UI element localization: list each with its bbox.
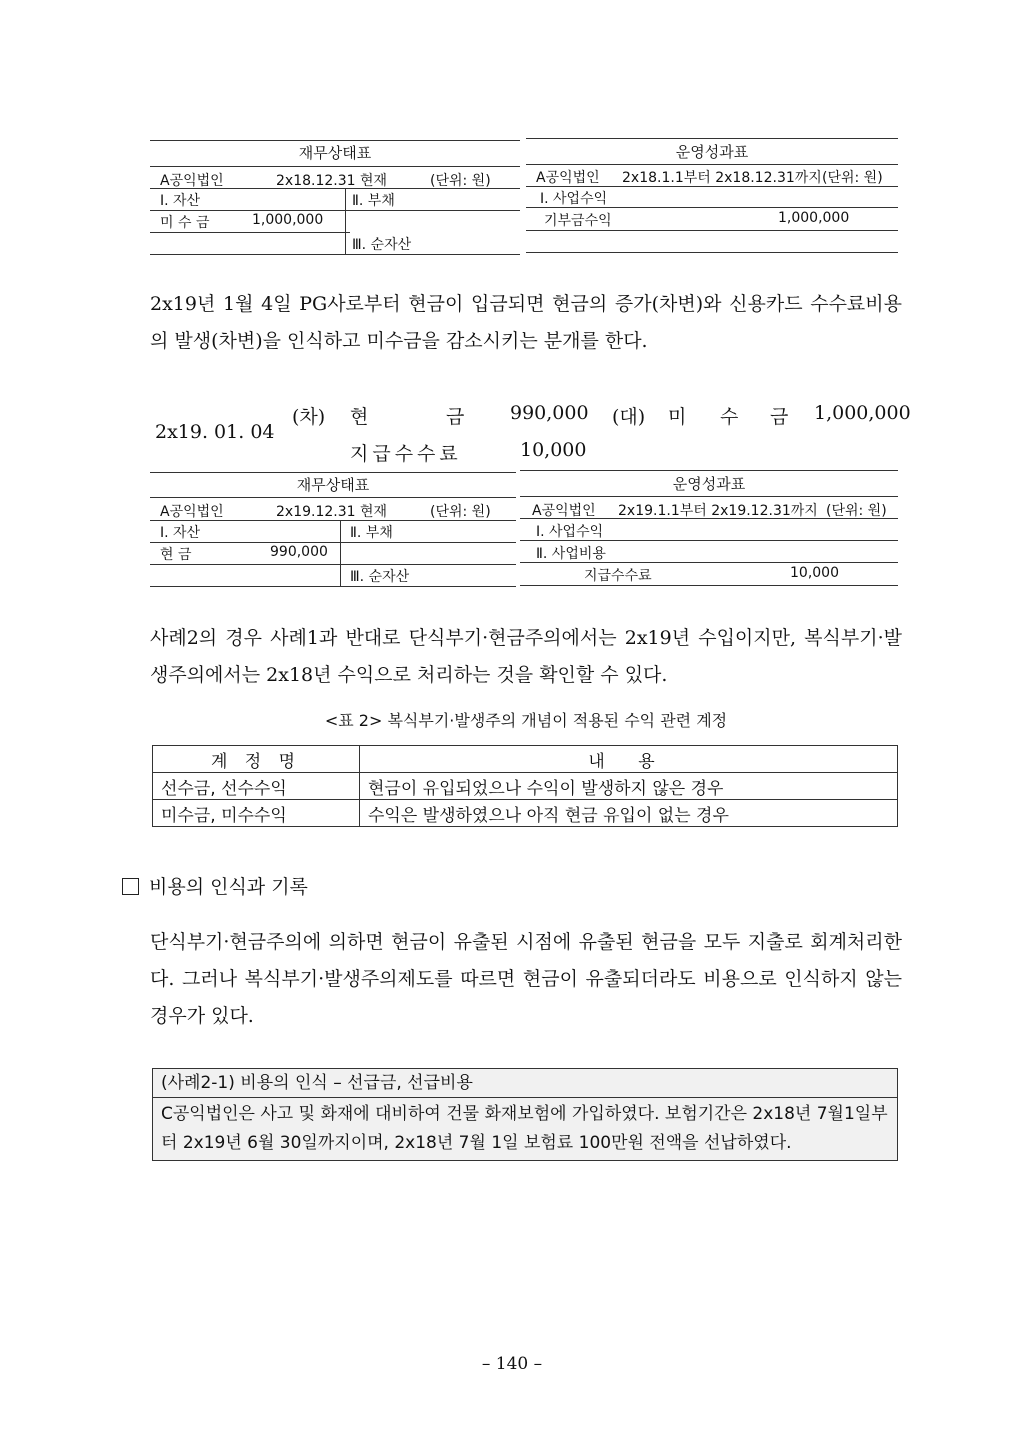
is-title: 운영성과표 bbox=[675, 143, 749, 161]
bs-title: 재무상태표 bbox=[298, 144, 372, 162]
debit1-name-b: 금 bbox=[446, 406, 465, 428]
table-row bbox=[153, 773, 898, 800]
is-entity: A공익법인 bbox=[536, 170, 600, 186]
is-period: 2x18.1.1부터 2x18.12.31까지 bbox=[622, 170, 822, 186]
bs2-net-assets: Ⅲ. 순자산 bbox=[350, 569, 410, 585]
is2-unit: (단위: 원) bbox=[826, 503, 887, 519]
journal-date: 2x19. 01. 04 bbox=[155, 421, 275, 443]
row-content: 현금이 유입되었으나 수익이 발생하지 않은 경우 bbox=[360, 773, 898, 800]
is-unit: (단위: 원) bbox=[822, 170, 883, 186]
header-account: 계 정 명 bbox=[153, 746, 360, 773]
credit-label: (대) bbox=[612, 406, 646, 428]
bs2-assets: Ⅰ. 자산 bbox=[160, 525, 201, 541]
bs-liabilities: Ⅱ. 부채 bbox=[352, 193, 395, 209]
row-account: 미수금, 미수수익 bbox=[153, 800, 360, 827]
is-section: Ⅰ. 사업수익 bbox=[540, 191, 608, 207]
row-content: 수익은 발생하였으나 아직 현금 유입이 없는 경우 bbox=[360, 800, 898, 827]
row-account: 선수금, 선수수익 bbox=[153, 773, 360, 800]
is2-amount: 10,000 bbox=[790, 565, 839, 581]
is2-title: 운영성과표 bbox=[672, 475, 746, 493]
case-box-body: C공익법인은 사고 및 화재에 대비하여 건물 화재보험에 가입하였다. 보험기간은 2x18년 7월1일부터 2x19년 6월 30일까지이며, 2x18년 7월 1일 보험료 100만원 전액을 선납하였다. bbox=[161, 1104, 888, 1153]
paragraph-expense: 단식부기·현금주의에 의하면 현금이 유출된 시점에 유출된 현금을 모두 지출로 회계처리한다. 그러나 복식부기·발생주의제도를 따르면 현금이 유출되더라도 비용으로 인식하지 않는 경우가 있다. bbox=[150, 931, 902, 1027]
bs2-amount: 990,000 bbox=[270, 544, 328, 560]
header-content: 내 용 bbox=[360, 746, 898, 773]
debit1-name-a: 현 bbox=[350, 406, 369, 428]
checkbox-square-icon bbox=[122, 878, 139, 895]
bs-date: 2x18.12.31 현재 bbox=[276, 173, 388, 189]
bs2-item: 현 금 bbox=[160, 547, 192, 563]
table2-caption: <표 2> 복식부기·발생주의 개념이 적용된 수익 관련 계정 bbox=[324, 711, 728, 730]
paragraph-journal-explanation: 2x19년 1월 4일 PG사로부터 현금이 입금되면 현금의 증가(차변)와 신용카드 수수료비용의 발생(차변)을 인식하고 미수금을 감소시키는 분개를 한다. bbox=[150, 293, 902, 352]
bs2-date: 2x19.12.31 현재 bbox=[276, 504, 388, 520]
debit-label: (차) bbox=[292, 406, 326, 428]
revenue-accounts-table bbox=[152, 745, 898, 827]
credit-name-c: 금 bbox=[770, 406, 789, 428]
bs-item: 미 수 금 bbox=[160, 215, 210, 231]
bs-unit: (단위: 원) bbox=[430, 173, 491, 189]
is2-section1: Ⅰ. 사업수익 bbox=[536, 524, 604, 540]
is-amount: 1,000,000 bbox=[778, 210, 850, 226]
is2-period: 2x19.1.1부터 2x19.12.31까지 bbox=[618, 503, 818, 519]
bs2-title: 재무상태표 bbox=[296, 476, 370, 494]
bs-amount: 1,000,000 bbox=[252, 212, 324, 228]
bs-net-assets: Ⅲ. 순자산 bbox=[352, 237, 412, 253]
table-header-row bbox=[153, 746, 898, 773]
page-number: – 140 – bbox=[481, 1354, 543, 1374]
debit2-name: 지급수수료 bbox=[350, 443, 462, 465]
bs-entity: A공익법인 bbox=[160, 173, 224, 189]
debit1-amount: 990,000 bbox=[510, 402, 589, 424]
credit-name-b: 수 bbox=[720, 406, 739, 428]
is2-item: 지급수수료 bbox=[584, 568, 652, 584]
credit-name-a: 미 bbox=[668, 406, 687, 428]
is-item: 기부금수익 bbox=[544, 213, 612, 229]
bs2-liabilities: Ⅱ. 부채 bbox=[350, 525, 393, 541]
table-row bbox=[153, 800, 898, 827]
section-heading bbox=[122, 872, 308, 899]
case-box-title: (사례2-1) 비용의 인식 – 선급금, 선급비용 bbox=[153, 1069, 897, 1098]
is2-section2: Ⅱ. 사업비용 bbox=[536, 546, 606, 562]
credit-amount: 1,000,000 bbox=[814, 402, 911, 424]
case-box bbox=[152, 1068, 898, 1161]
is2-entity: A공익법인 bbox=[532, 503, 596, 519]
bs-assets: Ⅰ. 자산 bbox=[160, 193, 201, 209]
bs2-entity: A공익법인 bbox=[160, 504, 224, 520]
section-heading-text: 비용의 인식과 기록 bbox=[149, 876, 308, 898]
debit2-amount: 10,000 bbox=[520, 439, 587, 461]
paragraph-case2: 사례2의 경우 사례1과 반대로 단식부기·현금주의에서는 2x19년 수입이지만, 복식부기·발생주의에서는 2x18년 수익으로 처리하는 것을 확인할 수 있다. bbox=[150, 627, 902, 686]
bs2-unit: (단위: 원) bbox=[430, 504, 491, 520]
